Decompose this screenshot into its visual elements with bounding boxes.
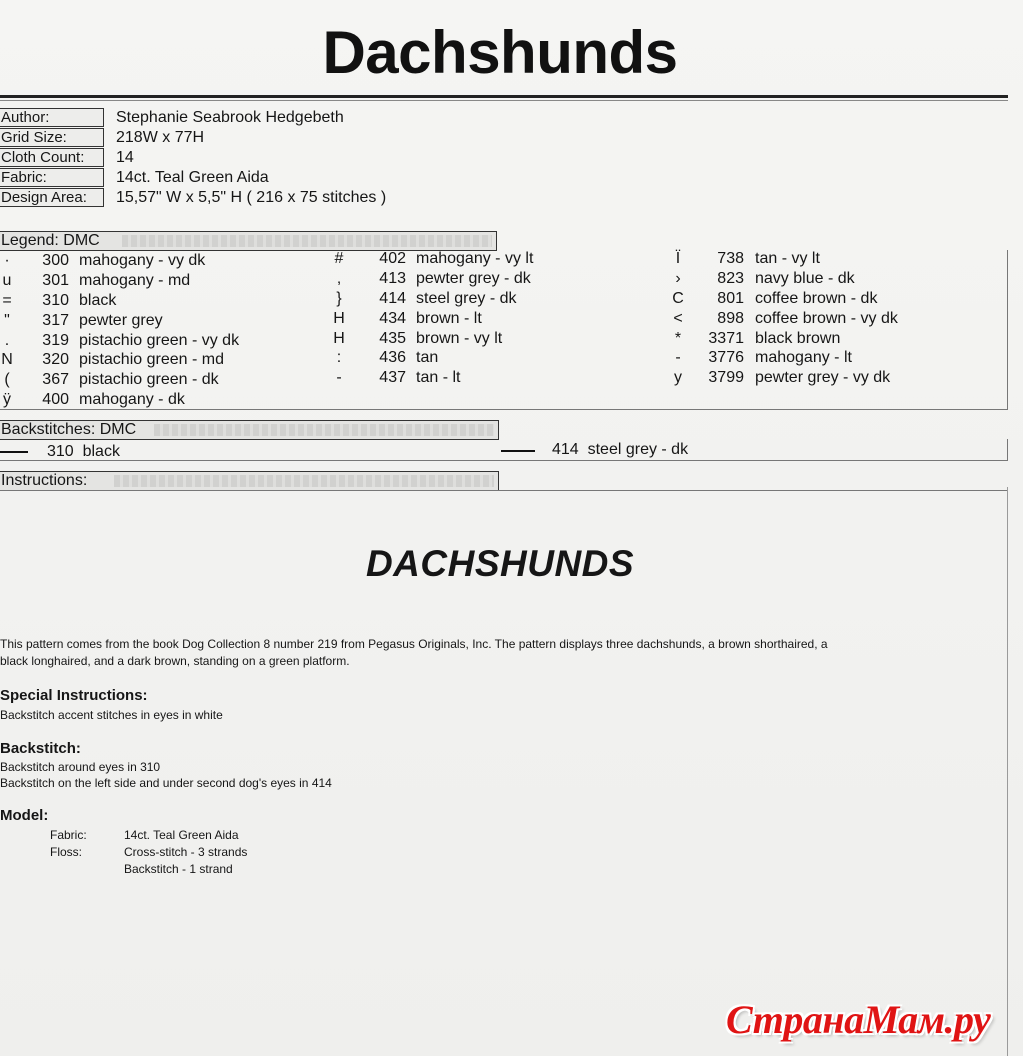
legend-color-name: pistachio green - dk <box>79 371 219 388</box>
legend-dmc-number: 3371 <box>708 330 744 347</box>
legend-dmc-number: 435 <box>379 330 406 347</box>
page-title: Dachshunds <box>322 19 678 86</box>
legend-color-name: black <box>79 292 117 309</box>
legend-dmc-number: 320 <box>42 351 69 368</box>
legend-dmc-number: 301 <box>42 272 69 289</box>
legend-color-name: mahogany - md <box>79 272 191 289</box>
legend-symbol: u <box>2 272 12 289</box>
backstitch-line-310 <box>0 451 28 453</box>
instructions-rule <box>0 490 1008 491</box>
legend-color-name: pewter grey - dk <box>416 270 531 287</box>
legend-symbol: . <box>4 332 10 349</box>
instructions-header-label: Instructions: <box>1 472 88 489</box>
legend-dmc-number: 898 <box>717 310 744 327</box>
legend-dmc-number: 300 <box>42 252 69 269</box>
legend-symbol: C <box>672 290 684 307</box>
model-floss-value-2: Backstitch - 1 strand <box>124 862 233 876</box>
legend-symbol: = <box>2 292 12 309</box>
title-rule-thin <box>0 100 1008 101</box>
legend-color-name: mahogany - lt <box>755 349 852 366</box>
backstitch-title: Backstitch: <box>0 740 81 757</box>
info-label: Grid Size: <box>0 128 104 147</box>
info-label: Author: <box>0 108 104 127</box>
backstitches-header-fade <box>154 424 494 436</box>
info-value: 218W x 77H <box>116 129 205 146</box>
model-floss-value-1: Cross-stitch - 3 strands <box>124 845 248 859</box>
legend-symbol: < <box>673 310 683 327</box>
legend-symbol: › <box>675 270 681 287</box>
legend-color-name: mahogany - vy dk <box>79 252 206 269</box>
legend-color-name: brown - lt <box>416 310 482 327</box>
legend-color-name: navy blue - dk <box>755 270 855 287</box>
special-instructions-text: Backstitch accent stitches in eyes in white <box>0 708 223 722</box>
legend-header-label: Legend: DMC <box>1 232 100 249</box>
legend-symbol: : <box>336 349 342 366</box>
legend-symbol: y <box>674 369 682 386</box>
legend-dmc-number: 3776 <box>708 349 744 366</box>
info-label: Fabric: <box>0 168 104 187</box>
legend-symbol: H <box>333 330 345 347</box>
legend-symbol: - <box>336 369 342 386</box>
legend-dmc-number: 317 <box>42 312 69 329</box>
legend-dmc-number: 413 <box>379 270 406 287</box>
backstitch-num: 414 <box>552 441 579 458</box>
intro-line-2: black longhaired, and a dark brown, standing on a green platform. <box>0 654 350 668</box>
legend-dmc-number: 319 <box>42 332 69 349</box>
legend-symbol: * <box>674 330 682 347</box>
page-right-border <box>1007 487 1008 1056</box>
legend-dmc-number: 437 <box>379 369 406 386</box>
backstitches-header <box>0 420 499 440</box>
legend-dmc-number: 402 <box>379 250 406 267</box>
backstitch-num: 310 <box>47 443 74 460</box>
instructions-header <box>0 471 499 491</box>
legend-dmc-number: 3799 <box>708 369 744 386</box>
legend-color-name: tan - lt <box>416 369 461 386</box>
info-value: 15,57" W x 5,5" H ( 216 x 75 stitches ) <box>116 189 387 206</box>
legend-symbol: } <box>336 290 342 307</box>
title-rule <box>0 95 1008 98</box>
legend-dmc-number: 367 <box>42 371 69 388</box>
legend-dmc-number: 801 <box>717 290 744 307</box>
model-floss-label: Floss: <box>50 845 83 859</box>
legend-color-name: brown - vy lt <box>416 330 503 347</box>
legend-dmc-number: 434 <box>379 310 406 327</box>
backstitch-text-2: Backstitch on the left side and under second dog's eyes in 414 <box>0 776 332 790</box>
legend-color-name: steel grey - dk <box>416 290 517 307</box>
legend-symbol: # <box>334 250 344 267</box>
legend-symbol: ‚ <box>337 270 341 287</box>
backstitch-item-414 <box>552 440 688 459</box>
backstitch-name: steel grey - dk <box>587 441 689 458</box>
legend-color-name: pistachio green - vy dk <box>79 332 240 349</box>
legend-header <box>0 231 497 251</box>
legend-dmc-number: 436 <box>379 349 406 366</box>
legend-symbol: · <box>4 252 10 269</box>
backstitch-name: black <box>82 443 120 460</box>
info-label: Design Area: <box>0 188 104 207</box>
legend-header-fade <box>122 235 492 247</box>
instructions-header-fade <box>114 475 494 487</box>
legend-symbol: ( <box>4 371 10 388</box>
legend-color-name: pewter grey - vy dk <box>755 369 891 386</box>
info-value: 14 <box>116 149 134 166</box>
legend-color-name: coffee brown - vy dk <box>755 310 898 327</box>
legend-symbol: " <box>4 312 10 329</box>
info-label: Cloth Count: <box>0 148 104 167</box>
legend-color-name: coffee brown - dk <box>755 290 878 307</box>
backstitch-text-1: Backstitch around eyes in 310 <box>0 760 161 774</box>
legend-color-name: tan <box>416 349 439 366</box>
backstitch-line-414 <box>501 450 535 452</box>
legend-dmc-number: 738 <box>717 250 744 267</box>
special-instructions-title: Special Instructions: <box>0 687 148 704</box>
info-value: Stephanie Seabrook Hedgebeth <box>116 109 344 126</box>
info-value: 14ct. Teal Green Aida <box>116 169 269 186</box>
legend-color-name: mahogany - dk <box>79 391 185 408</box>
legend-symbol: N <box>1 351 13 368</box>
model-title: Model: <box>0 807 49 824</box>
legend-color-name: tan - vy lt <box>755 250 820 267</box>
legend-color-name: black brown <box>755 330 841 347</box>
legend-color-name: mahogany - vy lt <box>416 250 534 267</box>
legend-color-name: pistachio green - md <box>79 351 224 368</box>
model-fabric-label: Fabric: <box>50 828 87 842</box>
legend-symbol: H <box>333 310 345 327</box>
legend-dmc-number: 400 <box>42 391 69 408</box>
legend-dmc-number: 310 <box>42 292 69 309</box>
intro-line-1: This pattern comes from the book Dog Collection 8 number 219 from Pegasus Originals, Inc. The pattern displays three dachshunds, a brown shorthaired, a <box>0 637 828 651</box>
site-watermark-logo: СтранаМам.ру <box>726 997 991 1042</box>
model-fabric-value: 14ct. Teal Green Aida <box>124 828 239 842</box>
legend-symbol: ÿ <box>3 391 11 408</box>
legend-color-name: pewter grey <box>79 312 163 329</box>
legend-dmc-number: 823 <box>717 270 744 287</box>
backstitches-header-label: Backstitches: DMC <box>1 421 137 438</box>
legend-dmc-number: 414 <box>379 290 406 307</box>
legend-symbol: - <box>675 349 681 366</box>
backstitch-item-310 <box>47 442 120 461</box>
instructions-heading: DACHSHUNDS <box>365 543 635 584</box>
legend-symbol: Ï <box>675 250 681 267</box>
